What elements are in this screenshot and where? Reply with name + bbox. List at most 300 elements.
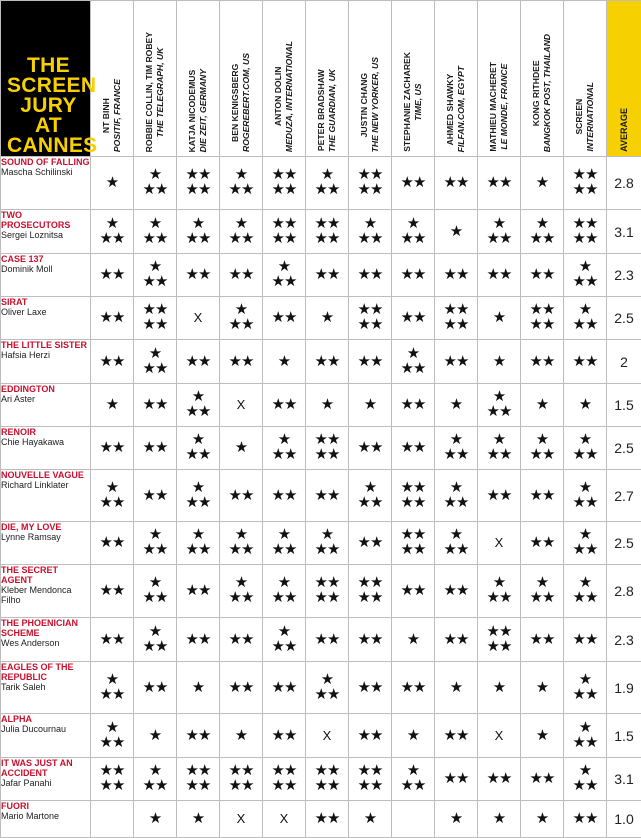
star-icon: ★ [112,494,124,511]
average-score: 2.5 [607,522,641,565]
rating-cell [220,565,263,618]
rating-cell [478,618,521,662]
star-icon: ★ [530,266,542,283]
rating-cell [435,522,478,565]
critic-header [220,1,263,157]
star-rating [444,771,469,786]
film-row [1,714,641,758]
star-icon: ★ [272,727,284,744]
star-icon: ★ [499,230,511,247]
page-title: THE SCREEN JURY AT CANNES [1,37,90,156]
star-icon: ★ [100,686,112,703]
rating-cell [91,384,134,427]
rating-cell [306,714,349,758]
film-title: THE SECRET AGENT [1,565,90,585]
star-icon: ★ [413,679,425,696]
rating-cell [177,522,220,565]
star-icon: ★ [198,727,210,744]
rating-cell [220,340,263,384]
star-icon: ★ [155,777,167,794]
star-icon: ★ [456,631,468,648]
star-icon: ★ [530,534,542,551]
star-icon: ★ [229,230,241,247]
rating-cell [177,801,220,838]
star-icon: ★ [315,230,327,247]
star-icon: ★ [542,266,554,283]
star-icon: ★ [198,446,210,463]
star-icon: ★ [100,777,112,794]
star-icon: ★ [493,810,505,827]
star-rating [487,389,512,419]
star-rating [315,632,340,647]
star-icon: ★ [444,266,456,283]
film-title: EAGLES OF THE REPUBLIC [1,662,90,682]
star-rating [229,527,254,557]
rating-cell [134,384,177,427]
star-icon: ★ [278,574,290,591]
average-score: 2.5 [607,427,641,470]
rating-cell [478,427,521,470]
film-title: EDDINGTON [1,384,90,394]
star-icon: ★ [241,541,253,558]
rating-cell [220,522,263,565]
star-icon: ★ [155,360,167,377]
star-icon: ★ [186,230,198,247]
star-icon: ★ [585,181,597,198]
average-score: 1.5 [607,384,641,427]
star-icon: ★ [229,679,241,696]
star-icon: ★ [149,166,161,183]
title-block [1,1,91,157]
rating-cell [521,384,564,427]
star-rating [100,672,125,702]
star-icon: ★ [284,166,296,183]
star-rating [272,624,297,654]
star-icon: ★ [370,494,382,511]
star-icon: ★ [444,301,456,318]
star-icon: ★ [364,479,376,496]
star-rating [364,811,376,826]
star-icon: ★ [450,679,462,696]
star-icon: ★ [315,446,327,463]
average-score: 3.1 [607,210,641,254]
star-icon: ★ [155,589,167,606]
star-icon: ★ [579,396,591,413]
star-rating [143,346,168,376]
rating-cell [91,801,134,838]
star-icon: ★ [401,396,413,413]
rating-cell [521,618,564,662]
star-icon: ★ [573,734,585,751]
star-icon: ★ [112,777,124,794]
rating-cell [91,427,134,470]
star-icon: ★ [579,431,591,448]
rating-cell [91,470,134,522]
star-icon: ★ [499,266,511,283]
film-title: ALPHA [1,714,90,724]
star-icon: ★ [278,431,290,448]
star-icon: ★ [493,309,505,326]
rating-cell [392,210,435,254]
star-rating [100,310,125,325]
star-icon: ★ [149,574,161,591]
star-icon: ★ [155,181,167,198]
star-rating [536,397,548,412]
rating-cell [134,470,177,522]
star-icon: ★ [155,638,167,655]
star-icon: ★ [186,582,198,599]
star-icon: ★ [241,487,253,504]
star-icon: ★ [401,230,413,247]
star-rating [186,354,211,369]
star-icon: ★ [450,810,462,827]
rating-cell [349,522,392,565]
rating-cell [263,254,306,297]
star-icon: ★ [327,487,339,504]
star-rating [573,259,598,289]
average-header [607,1,641,157]
film-cell [1,618,91,662]
film-title: TWO PROSECUTORS [1,210,90,230]
film-row [1,297,641,340]
star-icon: ★ [284,679,296,696]
star-icon: ★ [327,574,339,591]
critic-name: AHMED SHAWKY [445,66,456,152]
star-icon: ★ [284,181,296,198]
rating-cell [306,157,349,210]
star-icon: ★ [573,631,585,648]
star-icon: ★ [573,494,585,511]
film-title: IT WAS JUST AN ACCIDENT [1,758,90,778]
critic-name: STEPHANIE ZACHAREK [402,52,413,152]
rating-cell [306,801,349,838]
rating-cell [134,157,177,210]
rating-cell [478,210,521,254]
star-icon: ★ [327,266,339,283]
film-row [1,254,641,297]
star-rating [573,672,598,702]
rating-cell [349,384,392,427]
star-icon: ★ [100,534,112,551]
star-icon: ★ [370,166,382,183]
rating-cell [349,254,392,297]
film-cell [1,297,91,340]
star-rating [143,680,168,695]
star-rating [100,720,125,750]
rating-cell [263,297,306,340]
star-icon: ★ [272,777,284,794]
star-rating [407,632,419,647]
star-icon: ★ [143,181,155,198]
star-icon: ★ [456,727,468,744]
star-icon: ★ [530,446,542,463]
critic-name: KATJA NICODEMUS [187,69,198,152]
rating-cell [392,662,435,714]
star-icon: ★ [579,258,591,275]
star-icon: ★ [327,631,339,648]
star-rating [493,354,505,369]
rating-cell [91,565,134,618]
star-icon: ★ [401,494,413,511]
star-icon: ★ [241,266,253,283]
star-icon: ★ [444,316,456,333]
star-icon: ★ [106,396,118,413]
star-icon: ★ [542,301,554,318]
star-icon: ★ [444,353,456,370]
star-icon: ★ [321,526,333,543]
star-icon: ★ [413,526,425,543]
star-icon: ★ [149,526,161,543]
star-icon: ★ [198,582,210,599]
star-icon: ★ [493,679,505,696]
star-icon: ★ [278,258,290,275]
star-icon: ★ [198,230,210,247]
star-icon: ★ [284,777,296,794]
star-icon: ★ [143,638,155,655]
star-rating [401,527,426,557]
star-rating [229,267,254,282]
star-icon: ★ [186,166,198,183]
star-icon: ★ [358,166,370,183]
star-icon: ★ [106,719,118,736]
star-icon: ★ [315,810,327,827]
rating-cell [220,714,263,758]
star-icon: ★ [100,266,112,283]
rating-cell [306,758,349,801]
star-rating [186,480,211,510]
star-rating [143,763,168,793]
star-icon: ★ [149,727,161,744]
rating-cell [521,340,564,384]
star-icon: ★ [450,479,462,496]
rating-cell [91,522,134,565]
film-row [1,470,641,522]
star-icon: ★ [100,734,112,751]
star-icon: ★ [284,487,296,504]
star-icon: ★ [143,273,155,290]
star-icon: ★ [358,230,370,247]
star-icon: ★ [112,266,124,283]
star-rating [272,216,297,246]
star-icon: ★ [450,526,462,543]
star-rating [100,583,125,598]
star-rating [143,440,168,455]
star-icon: ★ [327,810,339,827]
star-icon: ★ [407,345,419,362]
star-icon: ★ [198,166,210,183]
star-rating [106,175,118,190]
star-icon: ★ [327,230,339,247]
star-icon: ★ [186,727,198,744]
star-icon: ★ [327,686,339,703]
rating-cell [521,801,564,838]
rating-cell [91,254,134,297]
star-icon: ★ [401,174,413,191]
star-icon: ★ [456,301,468,318]
star-rating [530,354,555,369]
star-icon: ★ [401,266,413,283]
rating-cell [564,565,607,618]
star-rating [530,535,555,550]
star-icon: ★ [370,181,382,198]
star-rating [358,575,383,605]
star-icon: ★ [106,479,118,496]
film-title: SOUND OF FALLING [1,157,90,167]
rating-cell [435,714,478,758]
film-row [1,565,641,618]
star-rating [272,680,297,695]
star-rating [487,771,512,786]
star-icon: ★ [573,686,585,703]
star-icon: ★ [155,396,167,413]
star-icon: ★ [235,439,247,456]
film-director: Hafsia Herzi [1,350,90,360]
film-director: Mario Martone [1,811,90,821]
star-icon: ★ [573,181,585,198]
rating-cell [91,157,134,210]
film-title: CASE 137 [1,254,90,264]
film-cell [1,714,91,758]
star-rating [235,440,247,455]
star-icon: ★ [241,316,253,333]
star-icon: ★ [143,777,155,794]
star-icon: ★ [192,810,204,827]
film-director: Richard Linklater [1,480,90,490]
star-rating [487,432,512,462]
star-rating [229,302,254,332]
star-icon: ★ [198,266,210,283]
star-rating [186,632,211,647]
star-icon: ★ [272,181,284,198]
no-stars-mark: X [237,397,246,412]
star-rating [530,216,555,246]
star-icon: ★ [143,360,155,377]
star-rating [143,575,168,605]
star-icon: ★ [229,777,241,794]
star-rating [186,267,211,282]
star-icon: ★ [192,388,204,405]
star-icon: ★ [536,215,548,232]
critic-name: JUSTIN CHANG [359,57,370,152]
star-icon: ★ [493,388,505,405]
star-icon: ★ [493,431,505,448]
no-stars-mark: X [495,728,504,743]
rating-cell [521,662,564,714]
star-icon: ★ [413,494,425,511]
star-icon: ★ [585,446,597,463]
star-icon: ★ [186,777,198,794]
rating-cell [564,210,607,254]
star-icon: ★ [573,166,585,183]
star-icon: ★ [542,487,554,504]
star-rating [401,397,426,412]
rating-cell [349,157,392,210]
star-icon: ★ [155,316,167,333]
star-rating [530,302,555,332]
no-stars-mark: X [495,535,504,550]
film-director: Kleber Mendonca Filho [1,585,90,605]
star-rating [315,432,340,462]
rating-cell [521,157,564,210]
rating-cell [306,340,349,384]
star-icon: ★ [370,589,382,606]
critic-publication: THE TELEGRAPH, UK [155,32,166,152]
star-rating [401,346,426,376]
star-icon: ★ [155,541,167,558]
star-icon: ★ [370,230,382,247]
star-icon: ★ [401,526,413,543]
star-icon: ★ [487,623,499,640]
star-icon: ★ [284,215,296,232]
rating-cell [478,157,521,210]
star-rating [315,527,340,557]
star-icon: ★ [444,541,456,558]
star-icon: ★ [536,574,548,591]
star-icon: ★ [284,230,296,247]
star-icon: ★ [444,770,456,787]
star-icon: ★ [579,526,591,543]
star-rating [272,310,297,325]
rating-cell [220,662,263,714]
star-rating [358,763,383,793]
star-rating [100,632,125,647]
star-rating [444,632,469,647]
star-icon: ★ [198,403,210,420]
star-rating [536,175,548,190]
star-rating [444,728,469,743]
star-icon: ★ [358,439,370,456]
critic-name: ANTON DOLIN [273,41,284,152]
star-icon: ★ [315,215,327,232]
star-icon: ★ [186,446,198,463]
star-icon: ★ [112,353,124,370]
star-icon: ★ [413,541,425,558]
rating-cell [435,384,478,427]
star-icon: ★ [272,446,284,463]
star-rating [487,175,512,190]
star-icon: ★ [444,446,456,463]
star-rating [358,267,383,282]
star-icon: ★ [487,589,499,606]
film-row [1,758,641,801]
star-rating [530,575,555,605]
star-icon: ★ [272,230,284,247]
rating-cell [306,254,349,297]
rating-cell [435,254,478,297]
film-director: Jafar Panahi [1,778,90,788]
star-icon: ★ [585,589,597,606]
rating-cell [392,384,435,427]
star-icon: ★ [573,541,585,558]
average-score: 2.8 [607,565,641,618]
star-icon: ★ [456,266,468,283]
star-rating [229,763,254,793]
rating-cell [392,254,435,297]
star-icon: ★ [229,589,241,606]
star-icon: ★ [370,777,382,794]
critic-header [349,1,392,157]
rating-cell [435,297,478,340]
star-rating [364,397,376,412]
rating-cell [91,714,134,758]
rating-cell [349,801,392,838]
star-icon: ★ [585,230,597,247]
star-icon: ★ [573,446,585,463]
critic-header [435,1,478,157]
star-icon: ★ [235,727,247,744]
star-icon: ★ [370,316,382,333]
rating-cell [521,470,564,522]
